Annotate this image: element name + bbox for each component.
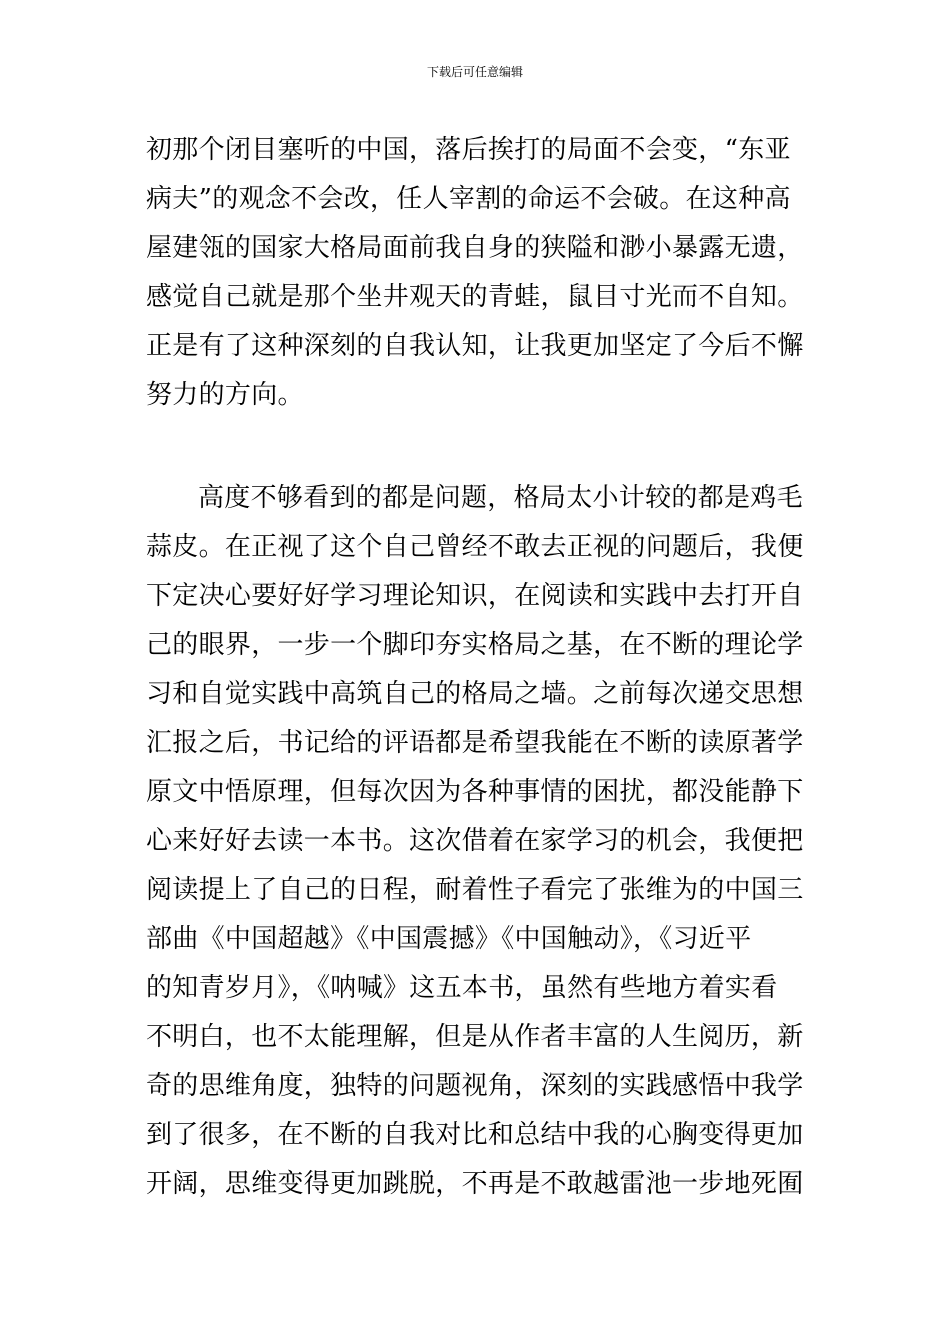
text-line: 汇报之后，书记给的评语都是希望我能在不断的读原著学	[146, 728, 804, 758]
text-line: 屋建瓴的国家大格局面前我自身的狭隘和渺小暴露无遗，	[146, 233, 804, 263]
text-line-first: 高度不够看到的都是问题，格局太小计较的都是鸡毛	[198, 483, 803, 513]
text-line: 下定决心要好好学习理论知识，在阅读和实践中去打开自	[146, 581, 804, 611]
text-line: 蒜皮。在正视了这个自己曾经不敢去正视的问题后，我便	[146, 532, 804, 562]
text-line: 奇的思维角度，独特的问题视角，深刻的实践感悟中我学	[146, 1071, 804, 1101]
text-line: 正是有了这种深刻的自我认知，让我更加坚定了今后不懈	[146, 331, 804, 361]
text-line: 努力的方向。	[146, 380, 304, 410]
text-line: 到了很多，在不断的自我对比和总结中我的心胸变得更加	[146, 1120, 804, 1150]
text-line: 原文中悟原理，但每次因为各种事情的困扰，都没能静下	[146, 777, 804, 807]
text-line: 部曲《中国超越》《中国震撼》《中国触动》，《习近平	[146, 924, 752, 954]
text-line: 病夫”的观念不会改，任人宰割的命运不会破。在这种高	[146, 184, 791, 214]
paragraph-1	[146, 126, 806, 420]
paragraph-2	[146, 474, 806, 1209]
text-line: 己的眼界，一步一个脚印夯实格局之基，在不断的理论学	[146, 630, 804, 660]
text-line: 开阔，思维变得更加跳脱，不再是不敢越雷池一步地死囿	[146, 1169, 804, 1199]
text-line: 初那个闭目塞听的中国，落后挨打的局面不会变，“东亚	[146, 135, 791, 165]
text-line: 阅读提上了自己的日程，耐着性子看完了张维为的中国三	[146, 875, 804, 905]
text-line: 感觉自己就是那个坐井观天的青蛙，鼠目寸光而不自知。	[146, 282, 804, 312]
page-header: 下载后可任意编辑	[426, 65, 523, 79]
text-line: 不明白，也不太能理解，但是从作者丰富的人生阅历，新	[146, 1022, 804, 1052]
text-line: 的知青岁月》，《呐喊》这五本书，虽然有些地方着实看	[146, 973, 778, 1003]
text-line: 习和自觉实践中高筑自己的格局之墙。之前每次递交思想	[146, 679, 804, 709]
text-line: 心来好好去读一本书。这次借着在家学习的机会，我便把	[146, 826, 804, 856]
